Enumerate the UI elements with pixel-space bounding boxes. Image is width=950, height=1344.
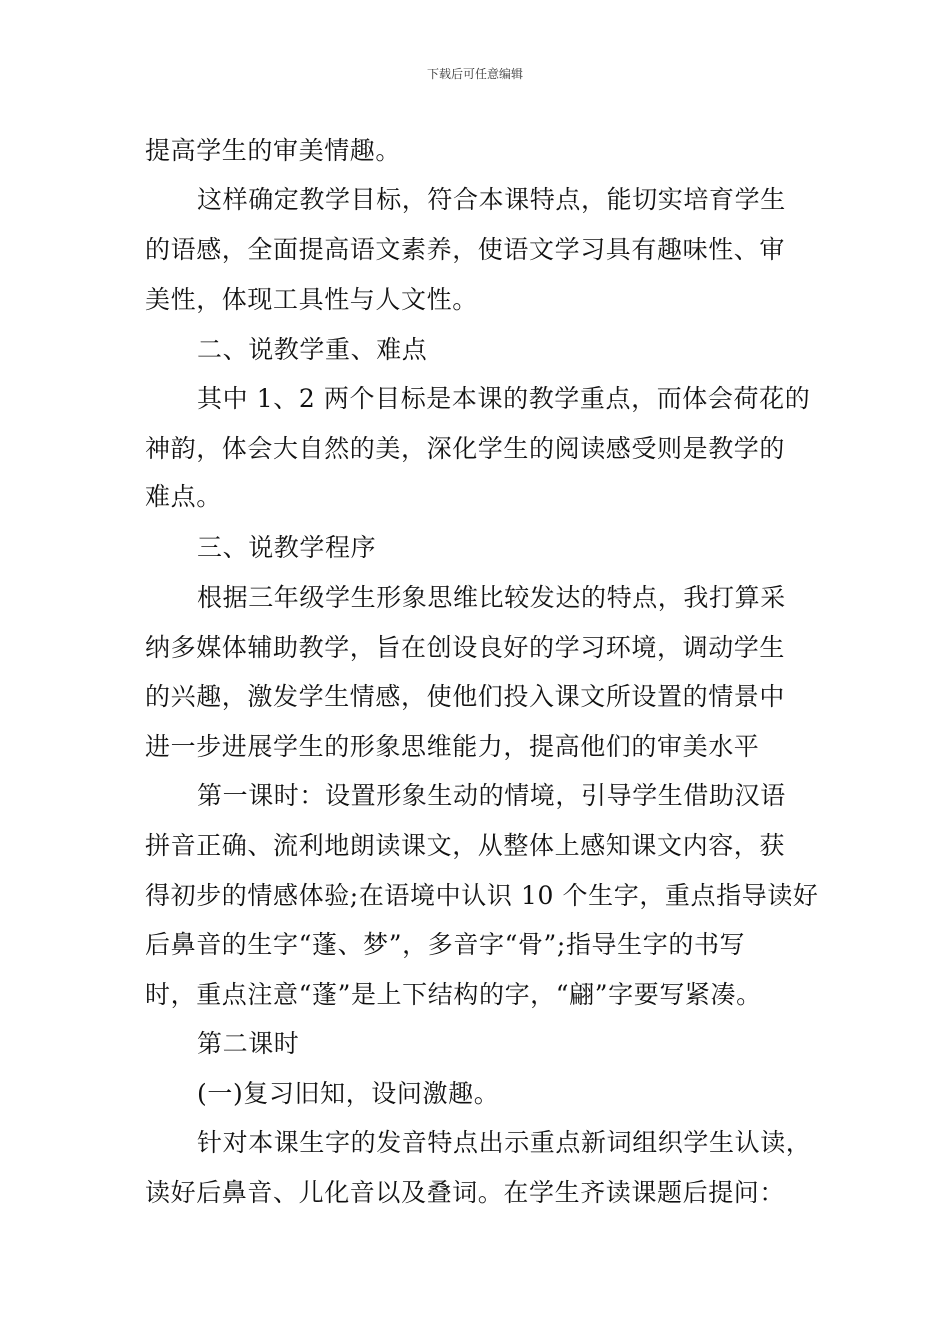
section-subheading: (一)复习旧知，设问激趣。	[197, 1079, 500, 1108]
text-line: 神韵，体会大自然的美，深化学生的阅读感受则是教学的	[145, 434, 786, 463]
text-line: 拼音正确、流利地朗读课文，从整体上感知课文内容，获	[145, 831, 786, 860]
section-heading: 三、说教学程序	[197, 533, 377, 562]
text-line: 读好后鼻音、儿化音以及叠词。在学生齐读课题后提问：	[145, 1178, 786, 1207]
text-line: 美性，体现工具性与人文性。	[145, 285, 478, 314]
text-line: 其中 1、2 两个目标是本课的教学重点，而体会荷花的	[197, 384, 811, 413]
section-heading: 第二课时	[197, 1029, 300, 1058]
section-heading: 二、说教学重、难点	[197, 335, 428, 364]
text-line: 这样确定教学目标，符合本课特点，能切实培育学生	[197, 185, 786, 214]
text-line: 的语感，全面提高语文素养，使语文学习具有趣味性、审	[145, 235, 786, 264]
text-line: 纳多媒体辅助教学，旨在创设良好的学习环境，调动学生	[145, 633, 786, 662]
text-line: 的兴趣，激发学生情感，使他们投入课文所设置的情景中	[145, 682, 786, 711]
text-line: 针对本课生字的发音特点出示重点新词组织学生认读，	[197, 1128, 812, 1157]
page-header-note: 下载后可任意编辑	[426, 67, 523, 81]
text-line: 第一课时：设置形象生动的情境，引导学生借助汉语	[197, 781, 786, 810]
text-line: 后鼻音的生字“蓬、梦”，多音字“骨”;指导生字的书写	[145, 930, 746, 959]
text-line: 难点。	[145, 482, 222, 511]
text-line: 根据三年级学生形象思维比较发达的特点，我打算采	[197, 583, 786, 612]
text-line: 时，重点注意“蓬”是上下结构的字，“翩”字要写紧凑。	[145, 980, 762, 1009]
text-line: 进一步进展学生的形象思维能力，提高他们的审美水平	[145, 732, 760, 761]
text-line: 得初步的情感体验;在语境中认识 10 个生字，重点指导读好	[145, 881, 819, 910]
text-line: 提高学生的审美情趣。	[145, 136, 402, 165]
